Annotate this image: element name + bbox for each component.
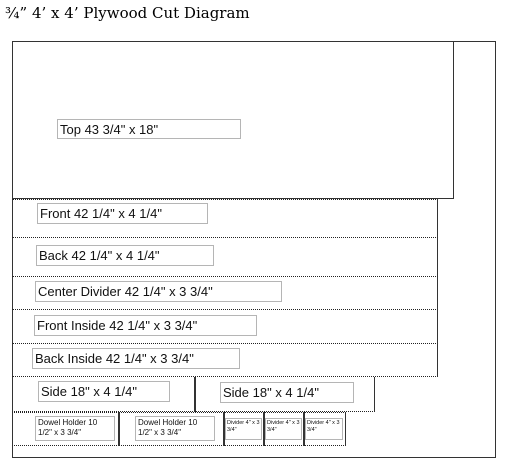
- label-back-inside: Back Inside 42 1/4" x 3 3/4": [32, 348, 240, 369]
- label-side-right: Side 18" x 4 1/4": [220, 382, 354, 403]
- label-divider-3: Divider 4" x 3 3/4": [305, 418, 343, 440]
- label-divider-1: Divider 4" x 3 3/4": [225, 418, 262, 440]
- label-center-divider: Center Divider 42 1/4" x 3 3/4": [35, 281, 282, 302]
- diagram-title: ¾” 4’ x 4’ Plywood Cut Diagram: [5, 4, 250, 22]
- label-front-inside: Front Inside 42 1/4" x 3 3/4": [34, 315, 257, 336]
- label-top: Top 43 3/4" x 18": [57, 119, 241, 139]
- label-back: Back 42 1/4" x 4 1/4": [36, 245, 214, 266]
- label-divider-2: Divider 4" x 3 3/4": [265, 418, 302, 440]
- label-front: Front 42 1/4" x 4 1/4": [37, 203, 208, 224]
- label-dowel-holder-2: Dowel Holder 10 1/2" x 3 3/4": [135, 416, 215, 441]
- label-side-left: Side 18" x 4 1/4": [38, 381, 170, 402]
- label-dowel-holder-1: Dowel Holder 10 1/2" x 3 3/4": [35, 416, 115, 441]
